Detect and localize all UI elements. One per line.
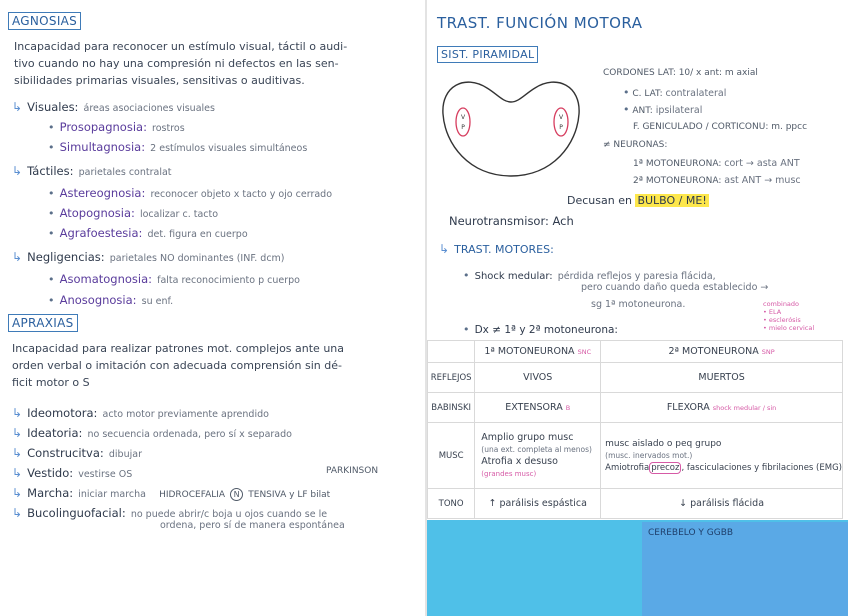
spinal-cord-diagram: [435, 66, 587, 182]
babinski-1a: EXTENSORA B: [475, 393, 601, 423]
arrow-icon: ↳: [12, 446, 23, 460]
shock-notes: combinado • ELA • esclerósis • mielo cervical: [763, 300, 815, 332]
svg-text:P: P: [559, 124, 563, 131]
arrow-icon: ↳: [12, 406, 23, 420]
neurotransmisor-line: Neurotransmisor: Ach: [449, 214, 574, 228]
arrow-icon: ↳: [12, 426, 23, 440]
decusan-highlight: BULBO / ME!: [637, 194, 707, 207]
tono-1a: ↑ parálisis espástica: [475, 489, 601, 519]
musc-2a: musc aislado o peq grupo (musc. inervados mot.) Amiotrofia precoz , fasciculaciones y fibrilaciones (EMG): [601, 423, 843, 489]
vestido-item: ↳ Vestido: vestirse OS: [12, 466, 133, 480]
cordones-line: CORDONES LAT: 10/ x ant: m axial: [603, 68, 758, 78]
construcitva-item: ↳ Construcitva: dibujar: [12, 446, 142, 460]
precoz-mark: precoz: [651, 462, 680, 473]
apraxias-definition: Incapacidad para realizar patrones mot. complejos ante una orden verbal o imitación con adecuada comprensión sin dé- ficit motor o S: [12, 342, 345, 389]
agnosias-title: AGNOSIAS: [8, 12, 81, 30]
marcha-item: ↳ Marcha: iniciar marcha HIDROCEFALIA N TENSIVA y LF bilat: [12, 486, 331, 500]
babinski-2a: FLEXORA shock medular / sin: [601, 393, 843, 423]
reflejos-2a: MUERTOS: [601, 363, 843, 393]
shock-line-3: sg 1ª motoneurona.: [591, 299, 686, 310]
arrow-icon: ↳: [439, 242, 450, 256]
clat-line: • C. LAT: contralateral: [623, 86, 727, 99]
motora-title: TRAST. FUNCIÓN MOTORA: [437, 14, 643, 32]
bucolinguofacial-continuation: ordena, pero sí de manera espontánea: [160, 520, 345, 531]
row-label-musc: MUSC: [428, 423, 475, 489]
cerebelo-tab-label: CEREBELO Y GGBB: [648, 528, 734, 538]
cerebelo-tab[interactable]: [642, 522, 848, 616]
table-row-tono: [428, 489, 843, 519]
musc-1a: Amplio grupo musc (una ext. completa al menos) Atrofia x desuso (grandes musc): [475, 423, 601, 489]
table-corner: [428, 341, 475, 363]
negligencias-row: ↳ Negligencias: parietales NO dominantes (INF. dcm): [12, 250, 285, 264]
arrow-icon: ↳: [12, 506, 23, 520]
table-row-musc: [428, 423, 843, 489]
agrafoestesia-item: • Agrafoestesia: det. figura en cuerpo: [48, 226, 248, 240]
agnosias-definition: Incapacidad para reconocer un estímulo visual, táctil o audi- tivo cuando no hay una compresión ni defectos en las sen- sibilidades primarias visuales, sensitivas o auditivas.: [14, 40, 348, 87]
parkinson-note: PARKINSON: [326, 466, 379, 476]
reflejos-1a: VIVOS: [475, 363, 601, 393]
shock-line-2: pero cuando daño queda establecido →: [581, 282, 769, 293]
geniculado-line: F. GENICULADO / CORTICONU: m. ppcc: [633, 122, 808, 132]
ideatoria-item: ↳ Ideatoria: no secuencia ordenada, pero sí x separado: [12, 426, 292, 440]
ideomotora-item: ↳ Ideomotora: acto motor previamente aprendido: [12, 406, 269, 420]
arrow-icon: ↳: [12, 250, 23, 264]
visuales-row: ↳ Visuales: áreas asociaciones visuales: [12, 100, 215, 114]
astereognosia-item: • Astereognosia: reconocer objeto x tacto y ojo cerrado: [48, 186, 333, 200]
shock-line: • Shock medular: pérdida reflejos y paresia flácida,: [463, 269, 716, 282]
tono-2a: ↓ parálisis flácida: [601, 489, 843, 519]
simultagnosia-item: • Simultagnosia: 2 estímulos visuales simultáneos: [48, 140, 308, 154]
prosopagnosia-item: • Prosopagnosia: rostros: [48, 120, 185, 134]
bucolinguofacial-item: ↳ Bucolinguofacial: no puede abrir/c boja u ojos cuando se le: [12, 506, 328, 520]
table-row-babinski: [428, 393, 843, 423]
arrow-icon: ↳: [12, 164, 23, 178]
sist-piramidal-title: SIST. PIRAMIDAL: [437, 46, 538, 63]
anosognosia-item: • Anosognosia: su enf.: [48, 293, 174, 307]
svg-text:V: V: [558, 114, 564, 121]
row-label-tono: TONO: [428, 489, 475, 519]
ant-line: • ANT: ipsilateral: [623, 103, 703, 116]
asomatognosia-item: • Asomatognosia: falta reconocimiento p cuerpo: [48, 272, 300, 286]
dx-line: • Dx ≠ 1ª y 2ª motoneurona:: [463, 323, 618, 336]
arrow-icon: ↳: [12, 100, 23, 114]
arrow-icon: ↳: [12, 466, 23, 480]
header-1a-motoneurona: 1ª MOTONEURONA SNC: [475, 341, 601, 363]
decusan-line: Decusan en BULBO / ME!: [567, 194, 707, 207]
table-row-reflejos: [428, 363, 843, 393]
arrow-icon: ↳: [12, 486, 23, 500]
n1-line: 1ª MOTONEURONA: cort → asta ANT: [633, 158, 800, 169]
svg-text:V: V: [460, 114, 466, 121]
header-2a-motoneurona: 2ª MOTONEURONA SNP: [601, 341, 843, 363]
n-circle-mark: N: [230, 488, 243, 501]
row-label-babinski: BABINSKI: [428, 393, 475, 423]
atopognosia-item: • Atopognosia: localizar c. tacto: [48, 206, 219, 220]
motoneurona-table: [427, 340, 843, 519]
n2-line: 2ª MOTONEURONA: ast ANT → musc: [633, 175, 801, 186]
svg-text:P: P: [461, 124, 465, 131]
trast-motores-row: ↳ TRAST. MOTORES:: [439, 242, 554, 256]
apraxias-title: APRAXIAS: [8, 314, 78, 332]
table-header-row: [428, 341, 843, 363]
neuronas-line: ≠ NEURONAS:: [603, 140, 668, 150]
row-label-reflejos: REFLEJOS: [428, 363, 475, 393]
tactiles-row: ↳ Táctiles: parietales contralat: [12, 164, 172, 178]
